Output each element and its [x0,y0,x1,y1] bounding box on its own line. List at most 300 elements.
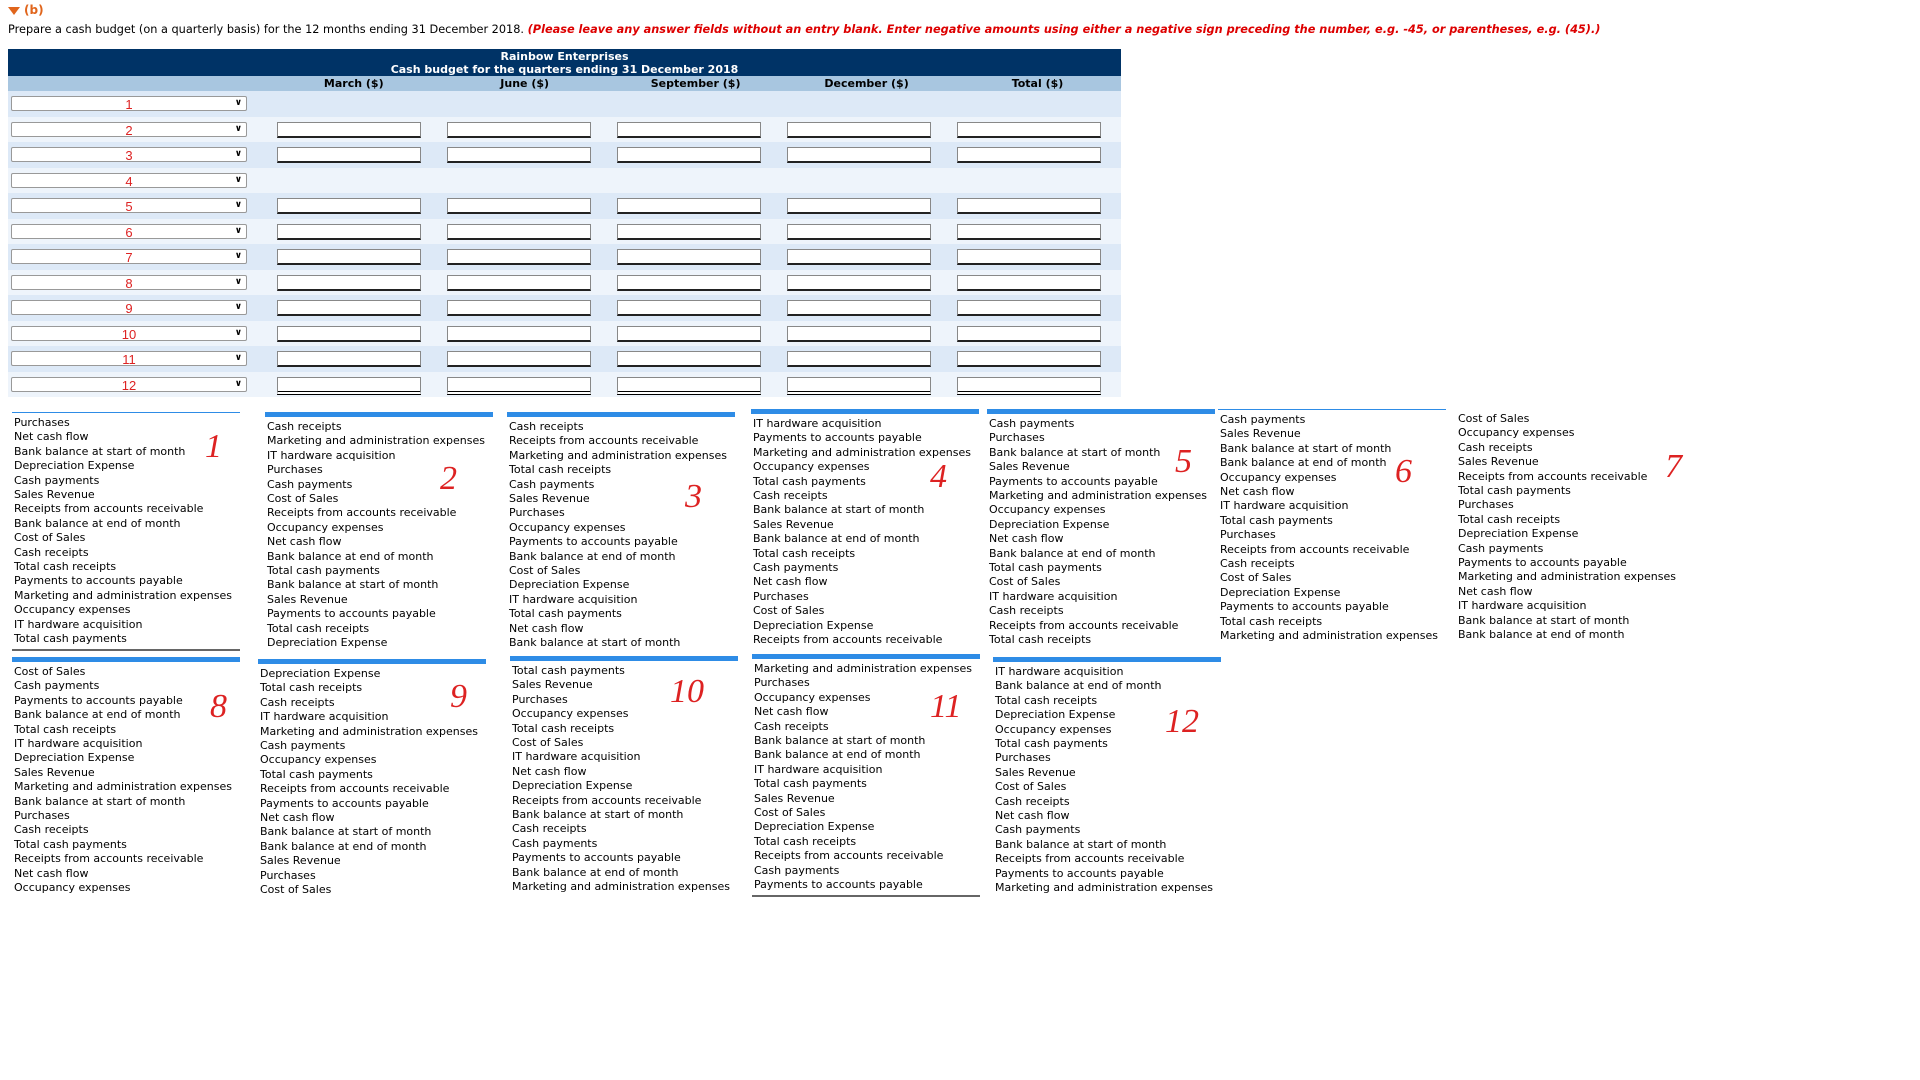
option-item[interactable]: Marketing and administration expenses [14,588,232,602]
amount-input[interactable] [447,377,591,395]
label-column-header [8,76,266,91]
option-item[interactable]: Cash payments [267,477,353,491]
option-item[interactable]: Occupancy expenses [1220,470,1337,484]
option-item[interactable]: Sales Revenue [267,592,348,606]
option-item[interactable]: Marketing and administration expenses [753,445,971,459]
option-item[interactable]: Purchases [754,676,810,690]
option-item[interactable]: Bank balance at end of month [14,516,181,530]
amount-input[interactable] [277,224,421,240]
amount-input[interactable] [957,275,1101,291]
option-item[interactable]: Total cash payments [14,632,127,646]
option-item[interactable]: Marketing and administration expenses [509,448,727,462]
table-row [8,142,1121,168]
amount-input[interactable] [617,224,761,240]
option-item[interactable]: Total cash payments [989,561,1102,575]
option-item[interactable]: Total cash payments [754,777,867,791]
option-item[interactable]: Cash payments [995,823,1081,837]
amount-cell [951,168,1121,194]
option-item[interactable]: Receipts from accounts receivable [512,793,702,807]
amount-input[interactable] [957,326,1101,342]
option-item[interactable]: Payments to accounts payable [14,574,183,588]
option-item[interactable]: Total cash receipts [267,621,370,635]
option-item[interactable]: Sales Revenue [1458,455,1539,469]
amount-input[interactable] [447,198,591,214]
line-item-select[interactable] [11,173,247,188]
option-item[interactable]: Depreciation Expense [14,459,135,473]
table-row [8,244,1121,270]
option-item[interactable]: Bank balance at end of month [267,549,434,563]
option-item[interactable]: Occupancy expenses [989,503,1106,517]
option-item[interactable]: Net cash flow [753,575,828,589]
option-item[interactable]: Cash payments [14,679,100,693]
amount-input[interactable] [277,300,421,316]
amount-cell [271,244,441,270]
handwritten-annotation: 8 [210,688,227,725]
option-item[interactable]: Payments to accounts payable [1458,556,1627,570]
option-item[interactable]: Cash receipts [754,719,829,733]
option-item[interactable]: Bank balance at end of month [1458,628,1625,642]
option-item[interactable]: Occupancy expenses [995,722,1112,736]
line-item-select[interactable] [11,224,247,239]
option-item[interactable]: Sales Revenue [512,678,593,692]
option-item[interactable]: Payments to accounts payable [260,796,429,810]
option-item[interactable]: IT hardware acquisition [995,665,1124,678]
option-item[interactable]: Marketing and administration expenses [267,434,485,448]
option-item[interactable]: Total cash receipts [260,681,363,695]
option-item[interactable]: Cash receipts [260,695,335,709]
amount-input[interactable] [617,377,761,395]
option-item[interactable]: Cash receipts [989,604,1064,618]
option-item[interactable]: Cost of Sales [754,806,826,820]
option-item[interactable]: Payments to accounts payable [989,474,1158,488]
option-item[interactable]: Sales Revenue [995,765,1076,779]
option-item[interactable]: Cost of Sales [267,492,339,506]
option-item[interactable]: Occupancy expenses [509,520,626,534]
option-item[interactable]: Receipts from accounts receivable [995,852,1185,866]
option-item[interactable]: Depreciation Expense [989,517,1110,531]
amount-input[interactable] [617,249,761,265]
option-item[interactable]: Cost of Sales [989,575,1061,589]
chevron-down-icon: ∨ [234,200,242,211]
option-item[interactable]: Total cash receipts [512,721,615,735]
option-item[interactable]: Cash receipts [995,794,1070,808]
option-item[interactable]: Cost of Sales [1220,571,1292,585]
amount-cell [611,142,781,168]
option-item[interactable]: Bank balance at start of month [754,734,926,748]
instruction-note: (Please leave any answer fields without an entry blank. Enter negative amounts using either a negative sign preceding the number, e.g. -45, or parentheses, e.g. (45).) [527,23,1601,36]
option-item[interactable]: Net cash flow [14,866,89,880]
amount-input[interactable] [787,300,931,316]
amount-input[interactable] [277,147,421,163]
amount-cell [951,372,1121,398]
option-item[interactable]: Cash receipts [512,822,587,836]
option-item[interactable]: IT hardware acquisition [512,750,641,764]
line-item-select[interactable] [11,249,247,264]
amount-input[interactable] [787,224,931,240]
option-item[interactable]: Marketing and administration expenses [14,780,232,794]
option-list [265,412,493,653]
amount-input[interactable] [787,275,931,291]
option-item[interactable]: Cost of Sales [14,665,86,678]
option-item[interactable]: Cost of Sales [260,883,332,897]
option-item[interactable]: Receipts from accounts receivable [1220,542,1410,556]
option-item[interactable]: Purchases [1220,528,1276,542]
option-item[interactable]: IT hardware acquisition [1220,499,1349,513]
option-item[interactable]: Payments to accounts payable [267,607,436,621]
option-item[interactable]: Occupancy expenses [267,520,384,534]
amount-input[interactable] [787,377,931,395]
amount-input[interactable] [787,147,931,163]
amount-input[interactable] [787,122,931,138]
option-item[interactable]: Receipts from accounts receivable [14,852,204,866]
line-item-select[interactable] [11,122,247,137]
handwritten-annotation: 11 [930,688,962,725]
amount-cell [611,91,781,117]
amount-cell [441,142,611,168]
amount-cell [781,244,951,270]
amount-input[interactable] [957,249,1101,265]
amount-cell [441,244,611,270]
amount-cell [441,321,611,347]
option-item[interactable]: Cost of Sales [1458,412,1530,425]
option-item[interactable]: Cost of Sales [995,780,1067,794]
option-item[interactable]: Sales Revenue [509,492,590,506]
option-item[interactable]: Depreciation Expense [512,779,633,793]
amount-cell [271,168,441,194]
option-item[interactable]: Bank balance at start of month [260,825,432,839]
line-item-select[interactable] [11,377,247,392]
option-item[interactable]: Bank balance at end of month [1220,456,1387,470]
option-item[interactable]: IT hardware acquisition [14,737,143,751]
amount-cell [951,117,1121,143]
amount-input[interactable] [957,300,1101,316]
amount-input[interactable] [787,326,931,342]
option-item[interactable]: Bank balance at start of month [753,503,925,517]
option-item[interactable]: Cash receipts [753,489,828,503]
line-item-select[interactable] [11,96,247,111]
option-item[interactable]: Occupancy expenses [1458,426,1575,440]
line-item-select[interactable] [11,300,247,315]
option-item[interactable]: Receipts from accounts receivable [260,782,450,796]
option-item[interactable]: IT hardware acquisition [509,592,638,606]
amount-input[interactable] [617,326,761,342]
amount-input[interactable] [617,198,761,214]
option-item[interactable]: Bank balance at end of month [260,839,427,853]
amount-input[interactable] [957,224,1101,240]
option-item[interactable]: Total cash payments [14,837,127,851]
line-item-select[interactable] [11,326,247,341]
option-item[interactable]: Marketing and administration expenses [989,489,1207,503]
option-item[interactable]: Total cash receipts [14,722,117,736]
option-item[interactable]: Cash receipts [14,545,89,559]
option-item[interactable]: Depreciation Expense [509,578,630,592]
option-item[interactable]: Cash receipts [14,823,89,837]
option-item[interactable]: Cash payments [260,739,346,753]
amount-input[interactable] [787,351,931,367]
option-item[interactable]: Bank balance at start of month [512,808,684,822]
amount-input[interactable] [957,147,1101,163]
amount-input[interactable] [277,249,421,265]
option-item[interactable]: Net cash flow [754,705,829,719]
option-item[interactable]: Bank balance at start of month [989,445,1161,459]
option-item[interactable]: Cash receipts [267,420,342,433]
option-item[interactable]: Net cash flow [995,809,1070,823]
option-item[interactable]: Total cash payments [1458,484,1571,498]
collapse-triangle-icon [8,7,20,15]
option-item[interactable]: Total cash receipts [14,560,117,574]
option-item[interactable]: Depreciation Expense [267,636,388,650]
option-item[interactable]: Purchases [995,751,1051,765]
option-item[interactable]: Net cash flow [509,621,584,635]
option-item[interactable]: Cash payments [989,417,1075,430]
amount-input[interactable] [957,122,1101,138]
option-item[interactable]: Marketing and administration expenses [995,881,1213,895]
row-annotation: 5 [125,199,133,215]
option-item[interactable]: Receipts from accounts receivable [989,618,1179,632]
option-item[interactable]: Net cash flow [260,811,335,825]
amount-cell [781,142,951,168]
amount-input[interactable] [617,147,761,163]
option-item[interactable]: Cash payments [1458,541,1544,555]
option-item[interactable]: Purchases [989,431,1045,445]
option-item[interactable]: Bank balance at end of month [995,679,1162,693]
chevron-down-icon: ∨ [234,225,242,236]
option-item[interactable]: Sales Revenue [754,791,835,805]
option-item[interactable]: Bank balance at end of month [14,708,181,722]
option-item[interactable]: IT hardware acquisition [1458,599,1587,613]
amount-input[interactable] [277,326,421,342]
option-item[interactable]: Total cash payments [267,564,380,578]
option-item[interactable]: Occupancy expenses [14,881,131,895]
option-item[interactable]: Cash payments [1220,413,1306,426]
amount-input[interactable] [447,326,591,342]
option-item[interactable]: Net cash flow [14,430,89,444]
amount-cell [781,219,951,245]
option-item[interactable]: Payments to accounts payable [14,693,183,707]
option-item[interactable]: Depreciation Expense [754,820,875,834]
line-item-select[interactable] [11,351,247,366]
part-b-toggle[interactable] [8,3,44,17]
option-item[interactable]: Net cash flow [512,764,587,778]
option-item[interactable]: Net cash flow [989,532,1064,546]
amount-input[interactable] [617,351,761,367]
column-header: December ($) [824,77,909,90]
option-item[interactable]: Marketing and administration expenses [260,724,478,738]
amount-input[interactable] [277,198,421,214]
amount-cell [611,346,781,372]
amount-input[interactable] [277,351,421,367]
option-item[interactable]: Total cash payments [512,664,625,677]
row-annotation: 12 [121,377,137,393]
amount-input[interactable] [447,275,591,291]
option-item[interactable]: Total cash receipts [1220,614,1323,628]
option-item[interactable]: Total cash receipts [509,463,612,477]
amount-cell [611,295,781,321]
option-item[interactable]: Bank balance at end of month [989,546,1156,560]
amount-cell [441,372,611,398]
option-item[interactable]: Bank balance at end of month [753,532,920,546]
option-item[interactable]: Marketing and administration expenses [512,880,730,894]
option-item[interactable]: Payments to accounts payable [512,851,681,865]
option-item[interactable]: Receipts from accounts receivable [753,633,943,647]
option-item[interactable]: Payments to accounts payable [753,431,922,445]
option-item[interactable]: Depreciation Expense [14,751,135,765]
option-item[interactable]: Sales Revenue [753,517,834,531]
option-item[interactable]: Sales Revenue [260,854,341,868]
option-item[interactable]: Total cash receipts [995,693,1098,707]
option-item[interactable]: Depreciation Expense [995,708,1116,722]
amount-cell [951,270,1121,296]
option-item[interactable]: Purchases [267,463,323,477]
option-item[interactable]: Purchases [260,868,316,882]
option-item[interactable]: Bank balance at start of month [509,636,681,650]
amount-input[interactable] [447,122,591,138]
option-item[interactable]: Net cash flow [267,535,342,549]
option-item[interactable]: Occupancy expenses [754,690,871,704]
line-item-select[interactable] [11,198,247,213]
option-item[interactable]: Cash payments [754,863,840,877]
option-item[interactable]: Receipts from accounts receivable [509,434,699,448]
option-item[interactable]: Net cash flow [1458,584,1533,598]
option-item[interactable]: Purchases [1458,498,1514,512]
option-item[interactable]: Cost of Sales [753,604,825,618]
option-item[interactable]: Payments to accounts payable [1220,600,1389,614]
option-item[interactable]: Cost of Sales [14,531,86,545]
option-item[interactable]: Cash payments [753,561,839,575]
option-item[interactable]: Total cash payments [1220,513,1333,527]
amount-input[interactable] [277,122,421,138]
option-item[interactable]: Receipts from accounts receivable [267,506,457,520]
option-item[interactable]: Bank balance at end of month [512,865,679,879]
option-item[interactable]: Cash payments [512,836,598,850]
option-item[interactable]: Bank balance at end of month [754,748,921,762]
amount-input[interactable] [447,147,591,163]
option-item[interactable]: Sales Revenue [989,460,1070,474]
option-item[interactable]: Purchases [14,809,70,823]
option-item[interactable]: Cash receipts [1458,440,1533,454]
option-item[interactable]: Occupancy expenses [512,707,629,721]
amount-input[interactable] [957,351,1101,367]
option-item[interactable]: Occupancy expenses [14,603,131,617]
option-item[interactable]: Sales Revenue [1220,427,1301,441]
amount-input[interactable] [787,249,931,265]
option-item[interactable]: Total cash payments [753,474,866,488]
amount-input[interactable] [787,198,931,214]
option-item[interactable]: Cash payments [509,477,595,491]
option-item[interactable]: Total cash payments [260,767,373,781]
line-item-select[interactable] [11,275,247,290]
option-item[interactable]: Bank balance at start of month [267,578,439,592]
amount-cell [611,270,781,296]
chevron-down-icon: ∨ [234,98,242,109]
option-item[interactable]: Sales Revenue [14,765,95,779]
option-item[interactable]: Total cash receipts [1458,512,1561,526]
amount-input[interactable] [447,351,591,367]
option-list [1456,409,1684,645]
option-item[interactable]: Net cash flow [1220,485,1295,499]
amount-cell [271,321,441,347]
option-item[interactable]: Cash receipts [509,420,584,433]
option-item[interactable]: Purchases [14,416,70,429]
option-item[interactable]: Total cash receipts [754,834,857,848]
option-item[interactable]: IT hardware acquisition [989,589,1118,603]
amount-cell [781,193,951,219]
option-item[interactable]: Cost of Sales [509,564,581,578]
option-item[interactable]: Cash receipts [1220,557,1295,571]
option-item[interactable]: Payments to accounts payable [509,535,678,549]
option-item[interactable]: Marketing and administration expenses [1458,570,1676,584]
table-row [8,219,1121,245]
option-item[interactable]: Bank balance at end of month [509,549,676,563]
option-item[interactable]: Depreciation Expense [753,618,874,632]
column-header: June ($) [500,77,550,90]
option-item[interactable]: Purchases [509,506,565,520]
option-item[interactable]: Occupancy expenses [753,460,870,474]
option-item[interactable]: Depreciation Expense [260,667,381,680]
option-item[interactable]: Marketing and administration expenses [1220,629,1438,643]
option-item[interactable]: Receipts from accounts receivable [1458,469,1648,483]
amount-input[interactable] [617,275,761,291]
table-row [8,270,1121,296]
option-item[interactable]: Purchases [512,692,568,706]
amount-cell [271,142,441,168]
option-item[interactable]: Total cash receipts [753,546,856,560]
amount-cell [441,219,611,245]
option-item[interactable]: IT hardware acquisition [260,710,389,724]
option-item[interactable]: Bank balance at start of month [14,794,186,808]
amount-input[interactable] [447,224,591,240]
option-item[interactable]: Cost of Sales [512,736,584,750]
amount-input[interactable] [277,377,421,395]
amount-cell [951,346,1121,372]
option-item[interactable]: Bank balance at start of month [1458,613,1630,627]
amount-input[interactable] [617,300,761,316]
option-item[interactable]: IT hardware acquisition [14,617,143,631]
option-item[interactable]: IT hardware acquisition [754,762,883,776]
line-item-select[interactable] [11,147,247,162]
option-item[interactable]: Cash payments [14,473,100,487]
chevron-down-icon: ∨ [234,327,242,338]
option-item[interactable]: Receipts from accounts receivable [14,502,204,516]
option-item[interactable]: IT hardware acquisition [267,448,396,462]
option-item[interactable]: Purchases [753,589,809,603]
option-item[interactable]: Payments to accounts payable [995,866,1164,880]
option-item[interactable]: Depreciation Expense [1220,585,1341,599]
handwritten-annotation: 9 [450,678,467,715]
option-item[interactable]: Receipts from accounts receivable [754,849,944,863]
option-item[interactable]: Occupancy expenses [260,753,377,767]
option-item[interactable]: Bank balance at start of month [995,837,1167,851]
amount-input[interactable] [447,300,591,316]
row-annotation: 11 [122,352,136,368]
option-item[interactable]: Total cash payments [509,607,622,621]
amount-input[interactable] [957,198,1101,214]
option-item[interactable]: Bank balance at start of month [1220,441,1392,455]
amount-cell [271,193,441,219]
option-item[interactable]: Total cash payments [995,737,1108,751]
option-item[interactable]: Marketing and administration expenses [754,662,972,675]
option-item[interactable]: Sales Revenue [14,488,95,502]
amount-input[interactable] [447,249,591,265]
amount-input[interactable] [277,275,421,291]
option-item[interactable]: Bank balance at start of month [14,444,186,458]
option-item[interactable]: Total cash receipts [989,633,1092,647]
amount-input[interactable] [957,377,1101,395]
option-item[interactable]: Payments to accounts payable [754,878,923,892]
option-item[interactable]: Depreciation Expense [1458,527,1579,541]
option-item[interactable]: IT hardware acquisition [753,417,882,430]
amount-input[interactable] [617,122,761,138]
